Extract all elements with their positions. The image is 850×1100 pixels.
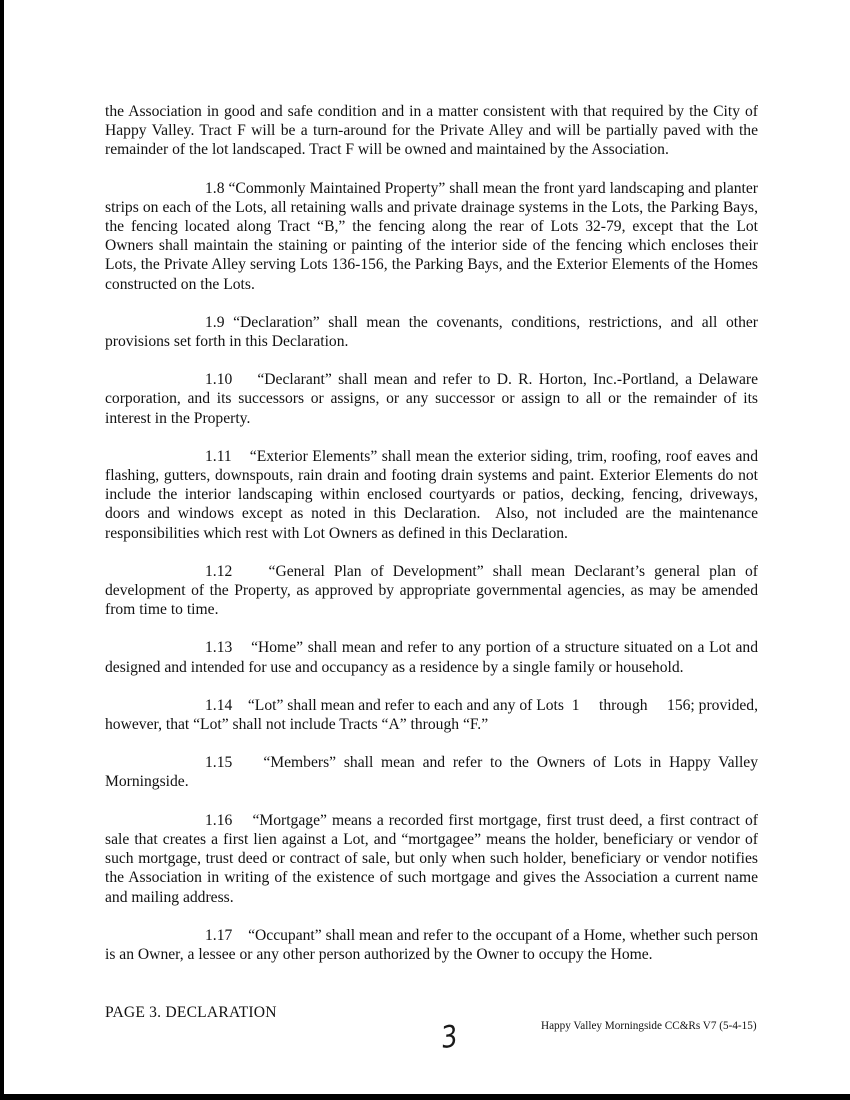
paragraph-1-17: 1.17 “Occupant” shall mean and refer to the occupant of a Home, whether such person is an Owner, a lessee or any other person authorized by the Owner to occupy the Home.: [105, 926, 762, 963]
paragraph-1-16: 1.16 “Mortgage” means a recorded first mortgage, first trust deed, a first contract of sale that creates a first lien against a Lot, and “mortgagee” means the holder, beneficiary or vendor of such mortgage, trust deed or contract of sale, but only when such holder, beneficiary or vendor notifies the Association in writing of the existence of such mortgage and gives the Association a current name and mailing address.: [105, 811, 762, 906]
paragraph-1-12: 1.12 “General Plan of Development” shall mean Declarant’s general plan of development of the Property, as approved by appropriate governmental agencies, as may be amended from time to time.: [105, 562, 762, 619]
footer-page-label: PAGE 3. DECLARATION: [105, 1004, 277, 1021]
paragraph-continuation: the Association in good and safe condition and in a matter consistent with that required by the City of Happy Valley. Tract F will be a turn-around for the Private Alley and will be partially paved with the remainder of the lot landscaped. Tract F will be owned and maintained by the Association.: [105, 103, 758, 159]
paragraph-1-9: 1.9 “Declaration” shall mean the covenants, conditions, restrictions, and all other provisions set forth in this Declaration.: [105, 313, 758, 351]
footer-document-id: Happy Valley Morningside CC&Rs V7 (5-4-15): [541, 1020, 757, 1032]
scan-border-left: [0, 0, 4, 1100]
document-body: [105, 102, 762, 964]
handwritten-page-number: 3: [439, 1019, 461, 1056]
paragraph-1-13: 1.13 “Home” shall mean and refer to any portion of a structure situated on a Lot and designed and intended for use and occupancy as a residence by a single family or household.: [105, 639, 762, 676]
paragraph-1-8: 1.8 “Commonly Maintained Property” shall mean the front yard landscaping and planter strips on each of the Lots, all retaining walls and private drainage systems in the Lots, the Parking Bays, the fencing located along Tract “B,” the fencing along the rear of Lots 32-79, except that the Lot Owners shall maintain the staining or painting of the interior side of the fencing which encloses their Lots, the Private Alley serving Lots 136-156, the Parking Bays, and the Exterior Elements of the Homes constructed on the Lots.: [105, 179, 758, 293]
paragraph-1-10: 1.10 “Declarant” shall mean and refer to D. R. Horton, Inc.-Portland, a Delaware corporation, and its successors or assigns, or any successor or assign to all or the remainder of its interest in the Property.: [105, 371, 762, 427]
paragraph-1-14: 1.14 “Lot” shall mean and refer to each and any of Lots 1 through 156; provided, however, that “Lot” shall not include Tracts “A” through “F.”: [105, 696, 762, 734]
scan-border-bottom: [0, 1094, 850, 1100]
paragraph-1-15: 1.15 “Members” shall mean and refer to the Owners of Lots in Happy Valley Morningside.: [105, 754, 762, 791]
paragraph-1-11: 1.11 “Exterior Elements” shall mean the exterior siding, trim, roofing, roof eaves and flashing, gutters, downspouts, rain drain and footing drain systems and paint. Exterior Elements do not include the interior landscaping within enclosed courtyards or patios, decking, fencing, driveways, doors and windows except as noted in this Declaration. Also, not included are the maintenance responsibilities which rest with Lot Owners as defined in this Declaration.: [105, 447, 762, 542]
